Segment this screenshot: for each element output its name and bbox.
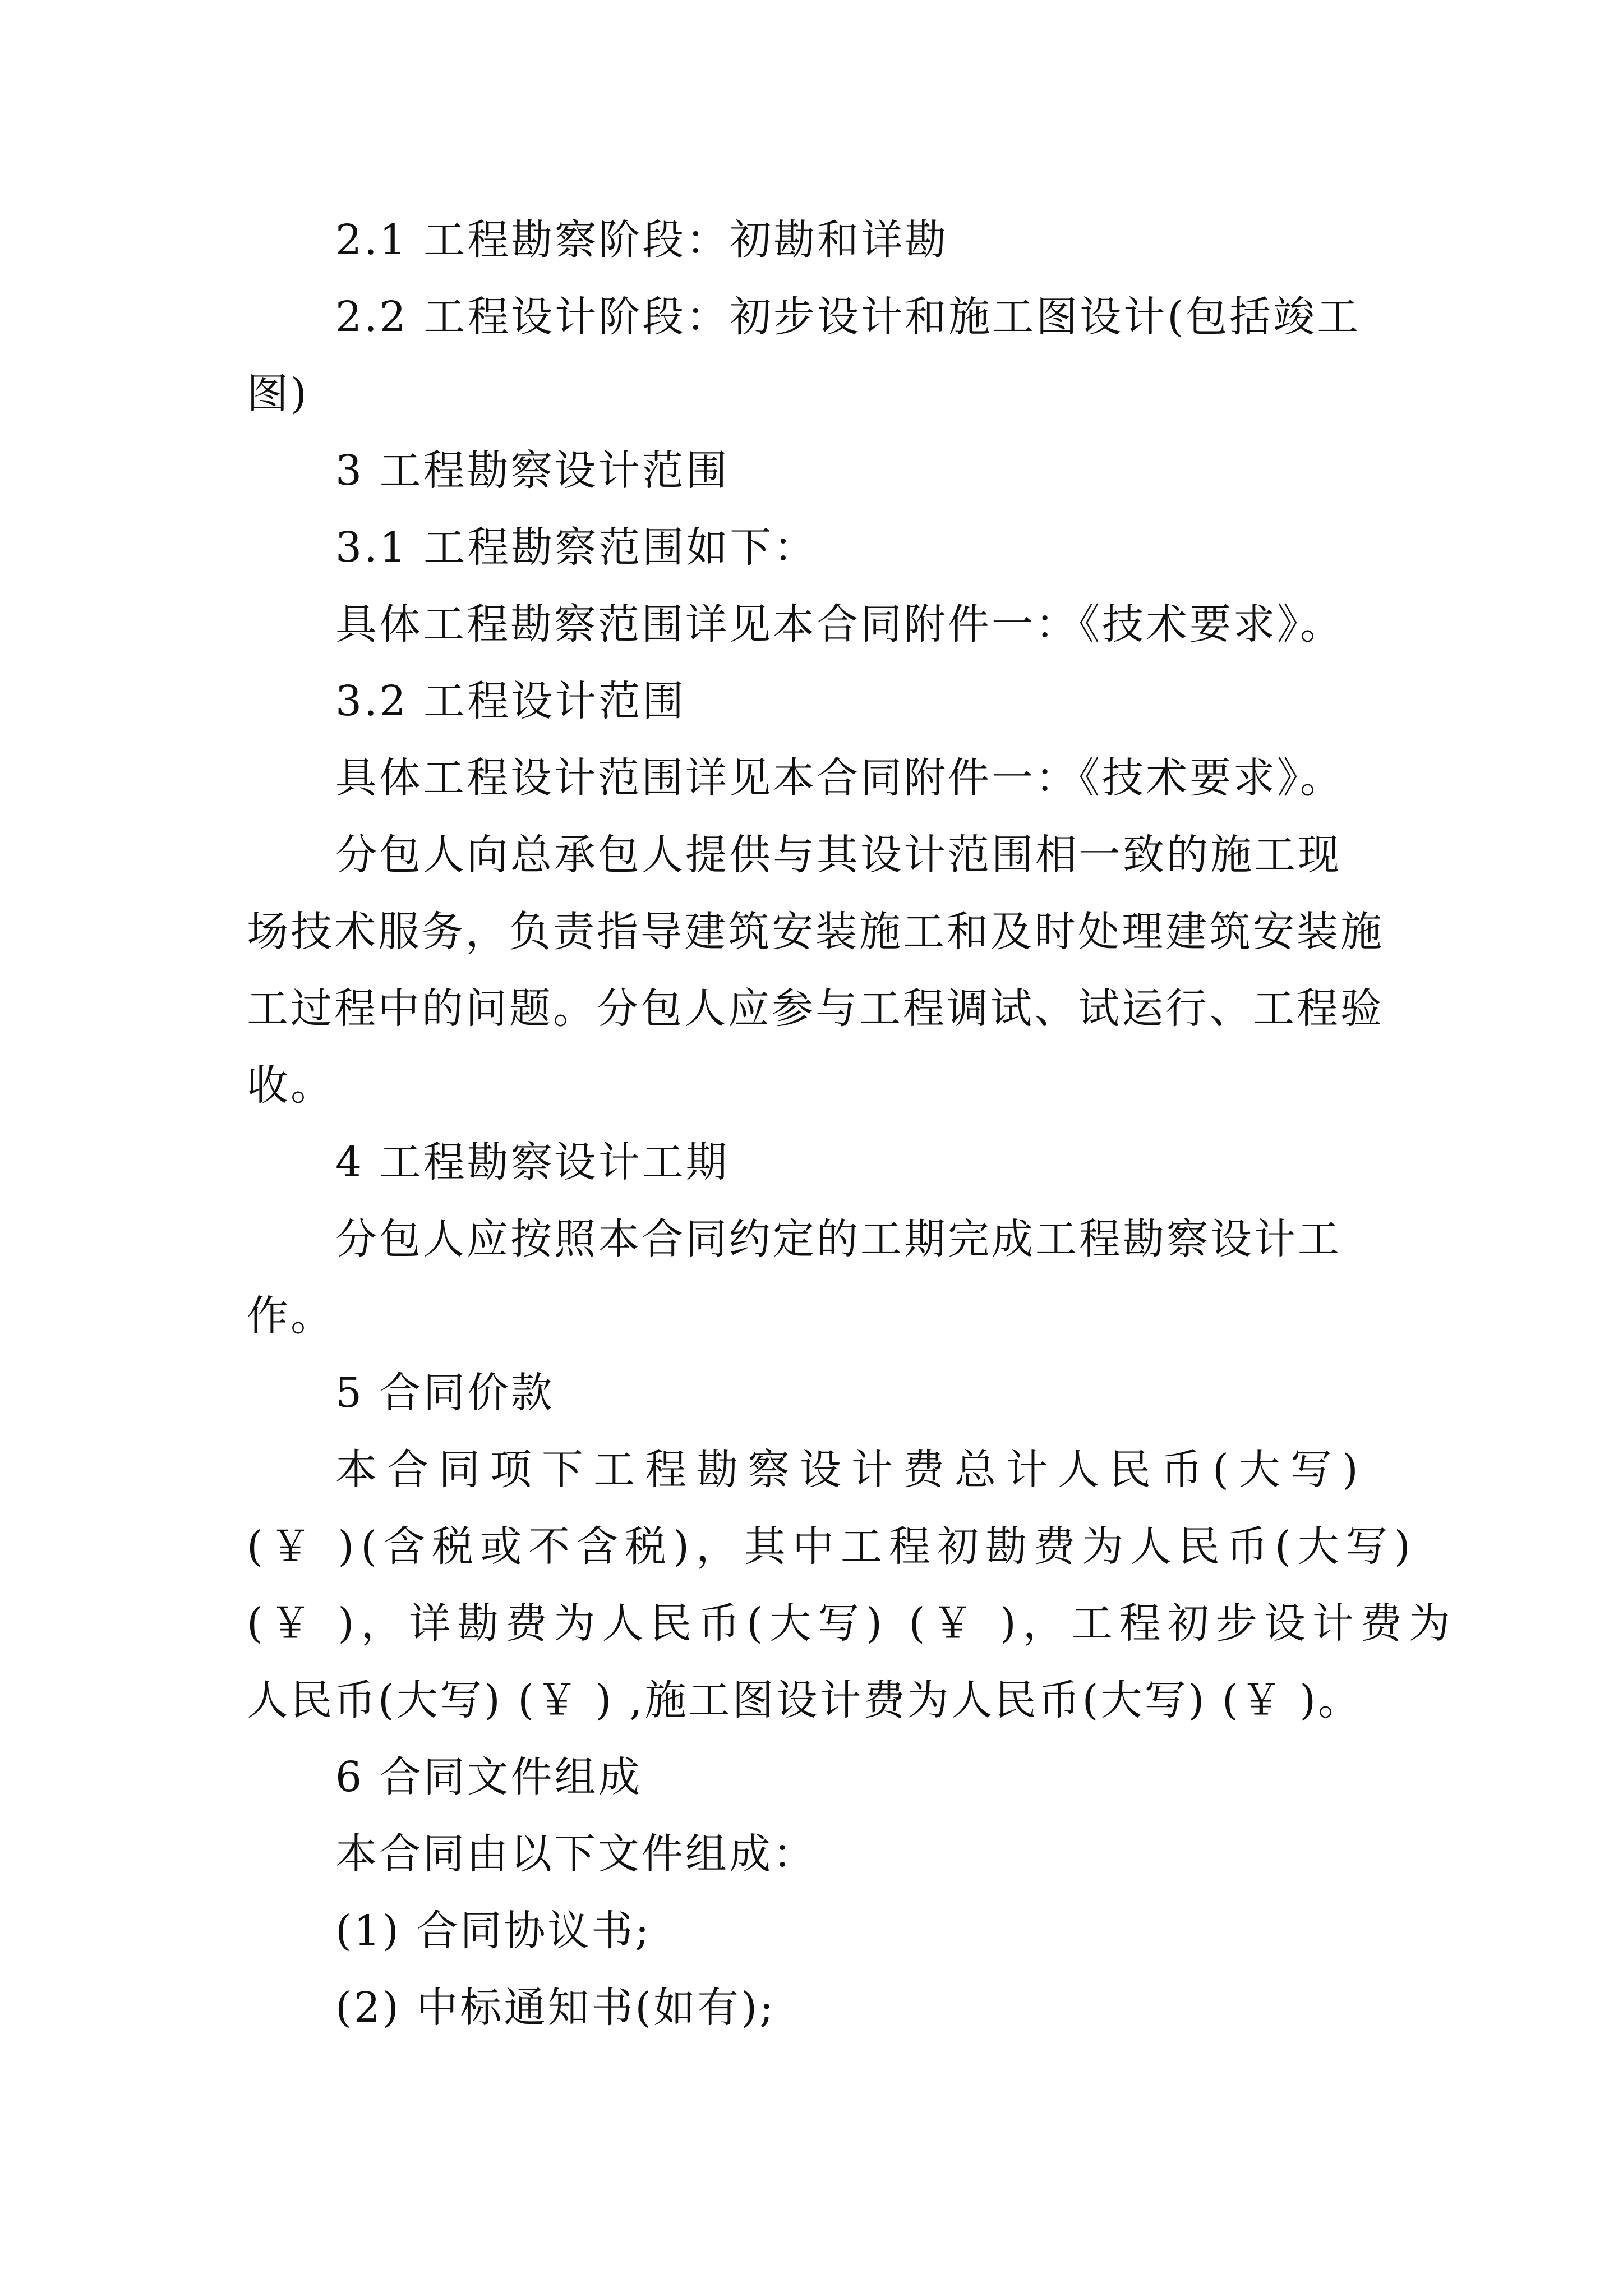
text-line: 人民币(大写) (￥ ) ,施工图设计费为人民币(大写) (￥ )。 <box>247 1676 1362 1724</box>
text-line: 2.1 工程勘察阶段：初勘和详勘 <box>335 216 949 264</box>
text-line: 分包人向总承包人提供与其设计范围相一致的施工现 <box>335 831 1341 879</box>
section-heading: 4 工程勘察设计工期 <box>335 1138 730 1186</box>
section-heading: 3 工程勘察设计范围 <box>335 447 730 495</box>
section-heading: 6 合同文件组成 <box>335 1753 642 1801</box>
text-line: 本合同项下工程勘察设计费总计人民币(大写) <box>335 1446 1368 1494</box>
text-line: 场技术服务，负责指导建筑安装施工和及时处理建筑安装施 <box>247 908 1384 956</box>
section-heading: 5 合同价款 <box>335 1369 555 1417</box>
text-line: 工过程中的问题。分包人应参与工程调试、试运行、工程验 <box>247 984 1384 1033</box>
text-line: 收。 <box>247 1061 334 1110</box>
text-line: 3.2 工程设计范围 <box>335 677 686 725</box>
text-line: 图) <box>247 370 309 418</box>
list-item: (1) 合同协议书; <box>335 1907 652 1955</box>
document-page <box>247 202 1457 2046</box>
text-line: 作。 <box>247 1292 334 1340</box>
text-line: (￥ )，详勘费为人民币(大写) (￥ )，工程初步设计费为 <box>247 1599 1457 1648</box>
text-line: 具体工程勘察范围详见本合同附件一：《技术要求》。 <box>335 600 1344 648</box>
text-line: 2.2 工程设计阶段：初步设计和施工图设计(包括竣工 <box>335 293 1361 341</box>
text-line: 具体工程设计范围详见本合同附件一：《技术要求》。 <box>335 754 1344 802</box>
list-item: (2) 中标通知书(如有); <box>335 1984 776 2032</box>
text-line: (￥ )(含税或不含税)，其中工程初勘费为人民币(大写) <box>247 1522 1417 1571</box>
text-line: 分包人应按照本合同约定的工期完成工程勘察设计工 <box>335 1215 1341 1263</box>
text-line: 本合同由以下文件组成： <box>335 1830 817 1878</box>
text-line: 3.1 工程勘察范围如下： <box>335 523 818 572</box>
